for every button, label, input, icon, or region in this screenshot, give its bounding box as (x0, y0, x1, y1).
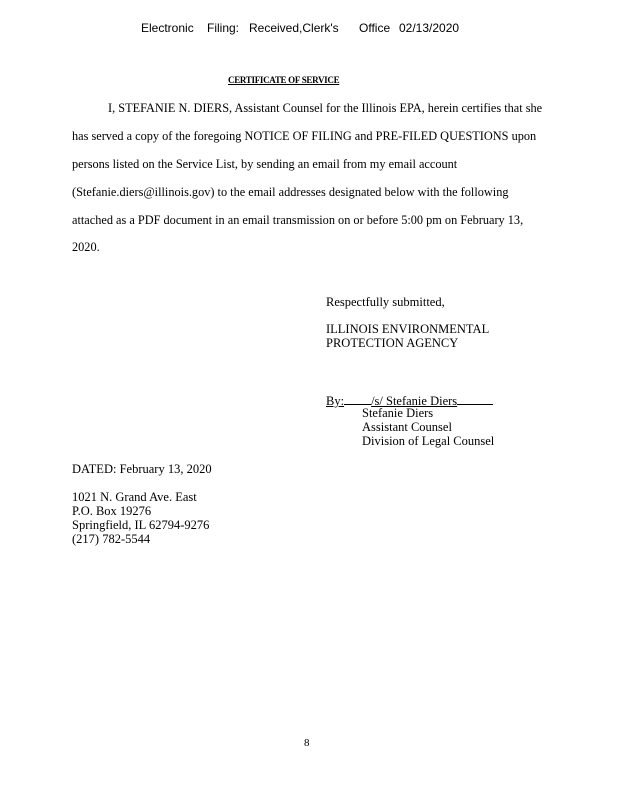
signature-underline-lead (344, 392, 371, 405)
header-received: Received,Clerk's (249, 21, 339, 35)
address-po-box: P.O. Box 19276 (72, 504, 152, 518)
dated-date: February 13, 2020 (119, 462, 212, 476)
by-label: By: (326, 394, 345, 408)
paragraph-line-5-date: February 13, (460, 213, 524, 227)
paragraph-line-4: (Stefanie.diers@illinois.gov) to the email addresses designated below with the following (72, 185, 509, 199)
paragraph-line-5-attached: attached as a PDF document (72, 213, 213, 227)
page-number: 8 (304, 737, 310, 749)
dated-line (72, 462, 212, 477)
address-street: 1021 N. Grand Ave. East (72, 490, 197, 504)
closing: Respectfully submitted, (326, 295, 445, 309)
header-filing: Filing: (207, 21, 240, 35)
paragraph-line-1: I, STEFANIE N. DIERS, Assistant Counsel for the Illinois EPA, herein certifies that she (108, 101, 543, 115)
signer-title: Assistant Counsel (362, 420, 452, 434)
paragraph-line-6: 2020. (72, 240, 100, 254)
header-date: 02/13/2020 (399, 21, 460, 35)
paragraph-line-2-and: and (354, 129, 373, 143)
signer-name: Stefanie Diers (362, 406, 434, 420)
electronic-signature: /s/ Stefanie Diers (371, 394, 458, 408)
agency-name-line-1: ILLINOIS ENVIRONMENTAL (326, 322, 490, 336)
paragraph-line-2 (72, 129, 536, 144)
agency-name-line-2: PROTECTION AGENCY (326, 336, 459, 350)
paragraph-line-2-text: has served a copy of the foregoing (72, 129, 242, 143)
header-office: Office (359, 21, 391, 35)
address-city: Springfield, IL 62794-9276 (72, 518, 210, 532)
header-electronic: Electronic (141, 21, 194, 35)
notice-of-filing-text: NOTICE OF FILING (244, 129, 352, 143)
paragraph-line-5-transmission: in an email transmission on or before 5:00 pm on (215, 213, 458, 227)
pre-filed-questions-text: PRE-FILED QUESTIONS (375, 129, 509, 143)
dated-label: DATED: (72, 462, 117, 476)
signer-division: Division of Legal Counsel (362, 434, 495, 448)
paragraph-line-2-upon: upon (511, 129, 537, 143)
certificate-title: CERTIFICATE OF SERVICE (228, 75, 340, 85)
paragraph-line-5 (72, 213, 523, 228)
signature-underline-trail (457, 392, 493, 405)
address-phone: (217) 782-5544 (72, 532, 151, 546)
paragraph-line-3: persons listed on the Service List, by sending an email from my email account (72, 157, 458, 171)
